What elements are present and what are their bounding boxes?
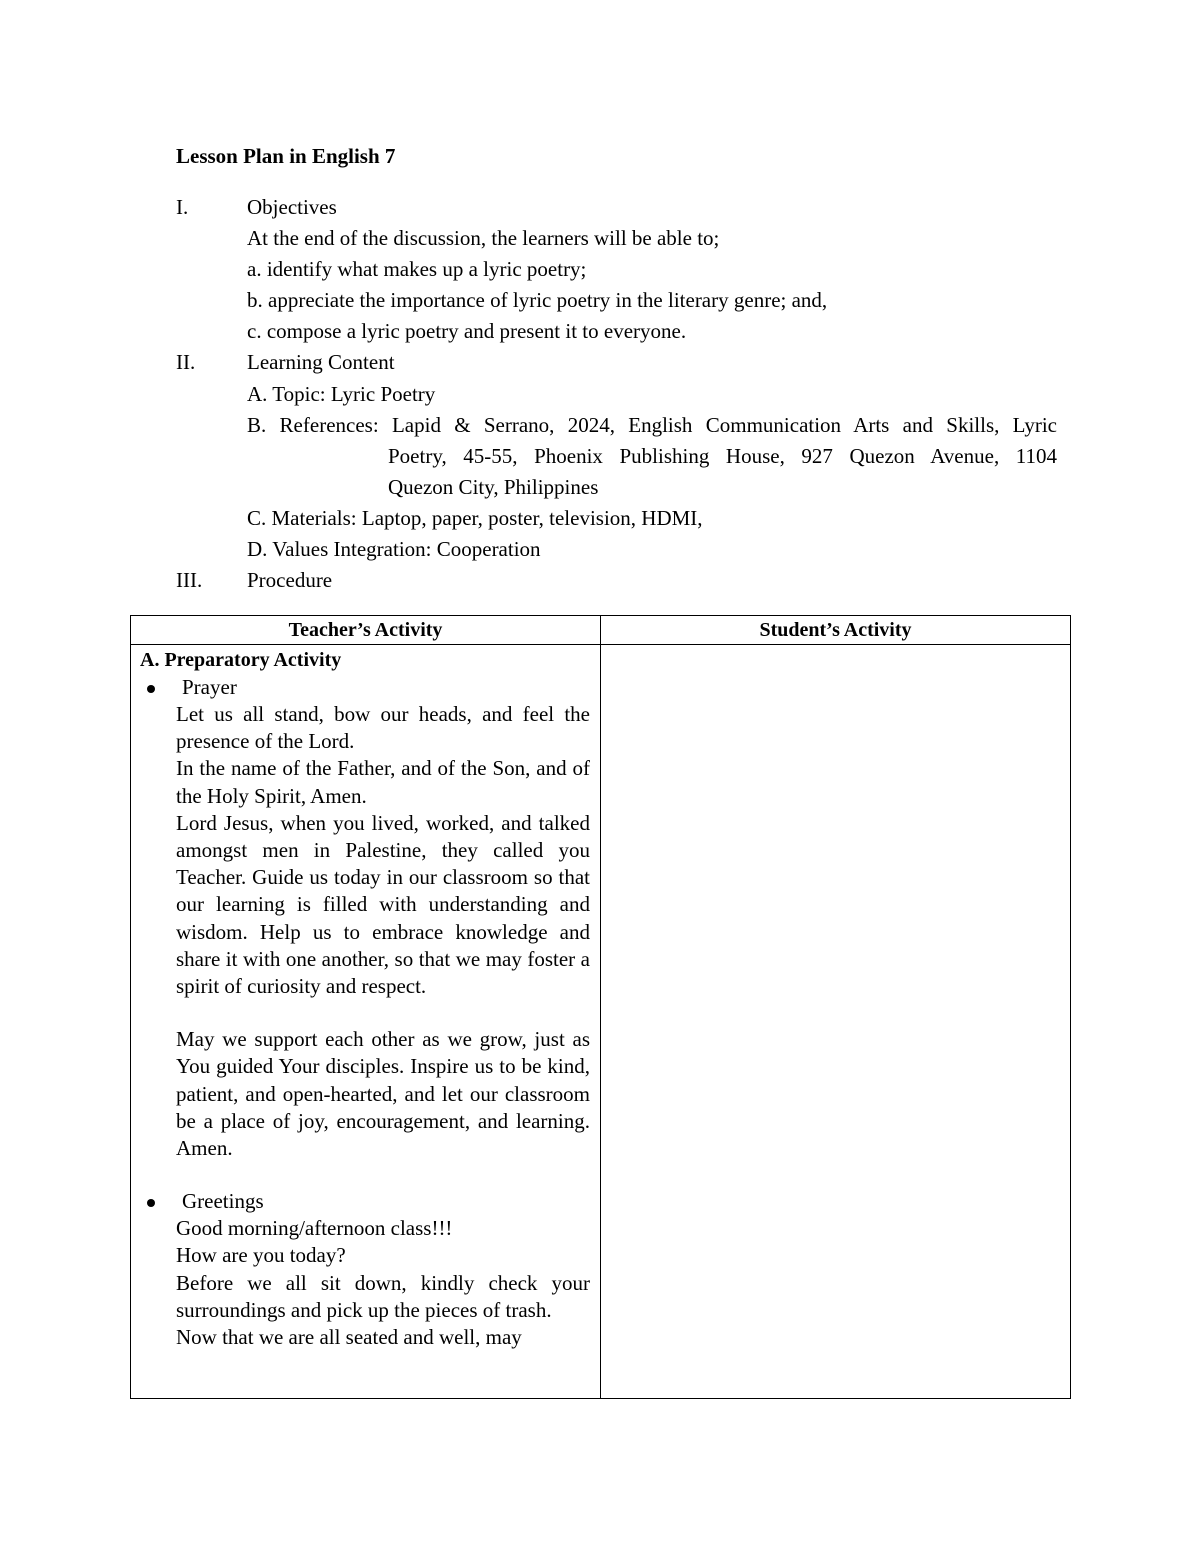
greetings-bullet	[147, 1188, 590, 1215]
content-references-line-2: Poetry, 45-55, Phoenix Publishing House, 927 Quezon Avenue, 1104	[388, 444, 1057, 468]
prayer-bullet	[147, 674, 590, 701]
bullet-icon	[147, 685, 155, 693]
greetings-paragraph: Good morning/afternoon class!!!	[176, 1216, 453, 1241]
procedure-numeral: III.	[176, 568, 203, 592]
content-heading: Learning Content	[247, 350, 395, 374]
document-title: Lesson Plan in English 7	[176, 144, 396, 168]
content-references-line-3: Quezon City, Philippines	[388, 475, 599, 499]
content-materials: C. Materials: Laptop, paper, poster, television, HDMI,	[247, 506, 703, 530]
objective-item-b: b. appreciate the importance of lyric poetry in the literary genre; and,	[247, 288, 828, 312]
objectives-numeral: I.	[176, 195, 189, 219]
content-numeral: II.	[176, 350, 196, 374]
procedure-heading: Procedure	[247, 568, 333, 592]
preparatory-activity-heading: A. Preparatory Activity	[140, 649, 342, 671]
greetings-paragraph: How are you today?	[176, 1243, 346, 1268]
prayer-paragraph: Lord Jesus, when you lived, worked, and talked amongst men in Palestine, they called you Teacher. Guide us today in our classroom so that our learning is filled with understanding and wisdom. Help us to embrace knowledge and share it with one another, so that we may foster a spirit of curiosity and respect.	[176, 810, 590, 999]
greetings-paragraph: Now that we are all seated and well, may	[176, 1325, 522, 1350]
prayer-paragraph: In the name of the Father, and of the Son, and of the Holy Spirit, Amen.	[176, 756, 590, 808]
content-references-line-1: B. References: Lapid & Serrano, 2024, English Communication Arts and Skills, Lyric	[247, 413, 1057, 437]
objective-item-a: a. identify what makes up a lyric poetry;	[247, 257, 587, 281]
prayer-paragraph: Let us all stand, bow our heads, and feel the presence of the Lord.	[176, 702, 590, 754]
content-values: D. Values Integration: Cooperation	[247, 537, 541, 561]
prayer-paragraph: May we support each other as we grow, just as You guided Your disciples. Inspire us to be kind, patient, and open-hearted, and let our classroom be a place of joy, encouragement, and learning. Amen.	[176, 1027, 590, 1161]
table-header-row	[131, 616, 1071, 645]
objective-item-c: c. compose a lyric poetry and present it to everyone.	[247, 319, 687, 343]
procedure-table	[130, 615, 1071, 1399]
objectives-intro: At the end of the discussion, the learners will be able to;	[247, 226, 720, 250]
objectives-heading: Objectives	[247, 195, 337, 219]
greetings-paragraph: Before we all sit down, kindly check your surroundings and pick up the pieces of trash.	[176, 1270, 590, 1322]
student-activity-cell	[601, 645, 1071, 1399]
bullet-icon	[147, 1199, 155, 1207]
prayer-label: Prayer	[182, 675, 237, 699]
greetings-label: Greetings	[182, 1189, 264, 1214]
teacher-activity-cell	[131, 645, 601, 1399]
content-topic: A. Topic: Lyric Poetry	[247, 382, 436, 406]
student-activity-header: Student’s Activity	[601, 616, 1071, 645]
table-row	[131, 645, 1071, 1399]
teacher-activity-header: Teacher’s Activity	[131, 616, 601, 645]
